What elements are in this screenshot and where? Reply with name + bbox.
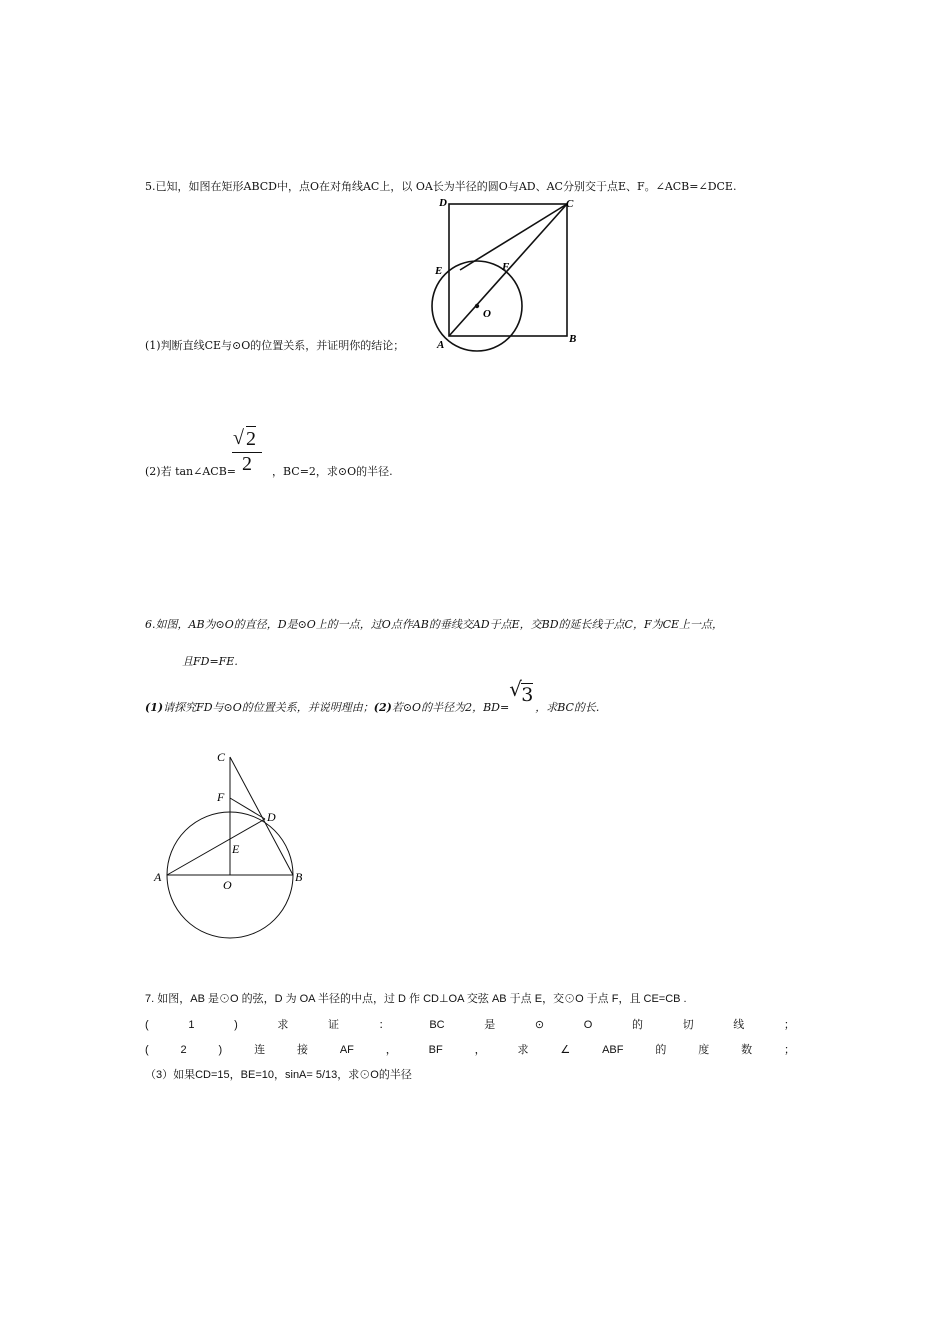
label-e: E	[232, 842, 240, 856]
q6-part2-end: ，求BC的长.	[535, 701, 600, 714]
label-o: O	[483, 308, 491, 320]
label-a: A	[154, 870, 162, 884]
q6-part1-label: (1)	[145, 701, 164, 714]
fraction-sqrt2-over-2: √ 2 2	[232, 426, 262, 475]
line-ce	[460, 204, 567, 270]
line-fd	[230, 798, 265, 819]
label-d: D	[267, 810, 276, 824]
q7-line2	[145, 1018, 795, 1032]
q7-line4: （3）如果CD=15，BE=10，sinA= 5/13，求⊙O的半径	[145, 1069, 412, 1081]
q7-token: ABF	[602, 1044, 624, 1056]
q7-token: ⊙	[534, 1019, 545, 1031]
sqrt-value: 3	[521, 684, 534, 706]
q7-token: ；	[784, 1044, 795, 1056]
label-o: O	[223, 878, 232, 892]
q7-token: 证	[328, 1019, 340, 1031]
q7-line1: 7. 如图，AB 是⊙O 的弦，D 为 OA 半径的中点，过 D 作 CD⊥OA 交弦 AB 于点 E，交⊙O 于点 F，且 CE=CB .	[145, 993, 687, 1005]
label-a: A	[437, 339, 445, 351]
q7-token: 数	[741, 1044, 753, 1056]
q6-line2: 且FD=FE.	[182, 655, 238, 668]
sqrt-3: √ 3	[509, 677, 534, 706]
q7-line3	[145, 1043, 795, 1057]
line-ad	[167, 819, 265, 875]
q5-stem: 5.已知，如图在矩形ABCD中，点O在对角线AC上，以 OA长为半径的圆O与AD、AC分别交于点E、F。∠ACB=∠DCE.	[145, 180, 737, 193]
q6-part1-text: 请探究FD与⊙O的位置关系，并说明理由；	[163, 701, 374, 714]
q7-token: )	[234, 1019, 238, 1031]
label-d: D	[439, 197, 447, 209]
label-b: B	[295, 870, 303, 884]
q7-token: ：	[378, 1019, 390, 1031]
q7-token: 的	[631, 1019, 643, 1031]
q7-token: AF	[339, 1044, 354, 1056]
q7-token: 求	[517, 1044, 529, 1056]
q7-token: 线	[733, 1019, 745, 1031]
q7-token: 切	[682, 1019, 694, 1031]
q7-token: ，	[474, 1044, 486, 1056]
q6-part2-text: 若⊙O的半径为2，BD=	[391, 701, 510, 714]
fraction-denominator: 2	[232, 452, 262, 475]
q7-token: )	[218, 1044, 223, 1056]
line-cb	[230, 757, 293, 875]
q7-token: 接	[296, 1044, 308, 1056]
q7-token: 2	[180, 1044, 187, 1056]
q7-token: ∠	[560, 1044, 571, 1056]
label-b: B	[569, 333, 577, 345]
q6-questions	[145, 677, 600, 715]
q7-token: ，	[385, 1044, 397, 1056]
q7-token: 1	[188, 1019, 195, 1031]
q5-part2-suffix: ，BC=2，求⊙O的半径.	[272, 465, 393, 478]
q5-part1: (1)判断直线CE与⊙O的位置关系，并证明你的结论；	[145, 339, 405, 352]
q7-token: 度	[698, 1044, 710, 1056]
q6-part2-label: (2)	[373, 701, 392, 714]
label-f: F	[502, 261, 510, 273]
label-f: F	[217, 790, 225, 804]
q7-token: BF	[428, 1044, 443, 1056]
q7-token: O	[583, 1019, 593, 1031]
center-o-point	[475, 304, 479, 308]
q5-part2-prefix: (2)若 tan∠ACB=	[145, 465, 237, 478]
q7-token: BC	[429, 1019, 445, 1031]
q7-token: 连	[254, 1044, 266, 1056]
label-e: E	[435, 265, 443, 277]
q7-token: (	[145, 1044, 149, 1056]
label-c: C	[217, 750, 226, 764]
q7-token: 求	[277, 1019, 289, 1031]
fraction-numerator: 2	[246, 428, 256, 450]
q6-figure	[145, 745, 315, 945]
q7-token: 的	[655, 1044, 667, 1056]
q7-token: (	[145, 1019, 149, 1031]
q6-line1: 6.如图，AB为⊙O的直径，D是⊙O上的一点，过O点作AB的垂线交AD于点E，交BD的延长线于点C，F为CE上一点，	[145, 618, 724, 631]
label-c: C	[566, 198, 574, 210]
q7-token: ；	[783, 1019, 795, 1031]
q7-token: 是	[484, 1019, 496, 1031]
q5-figure	[425, 192, 595, 352]
